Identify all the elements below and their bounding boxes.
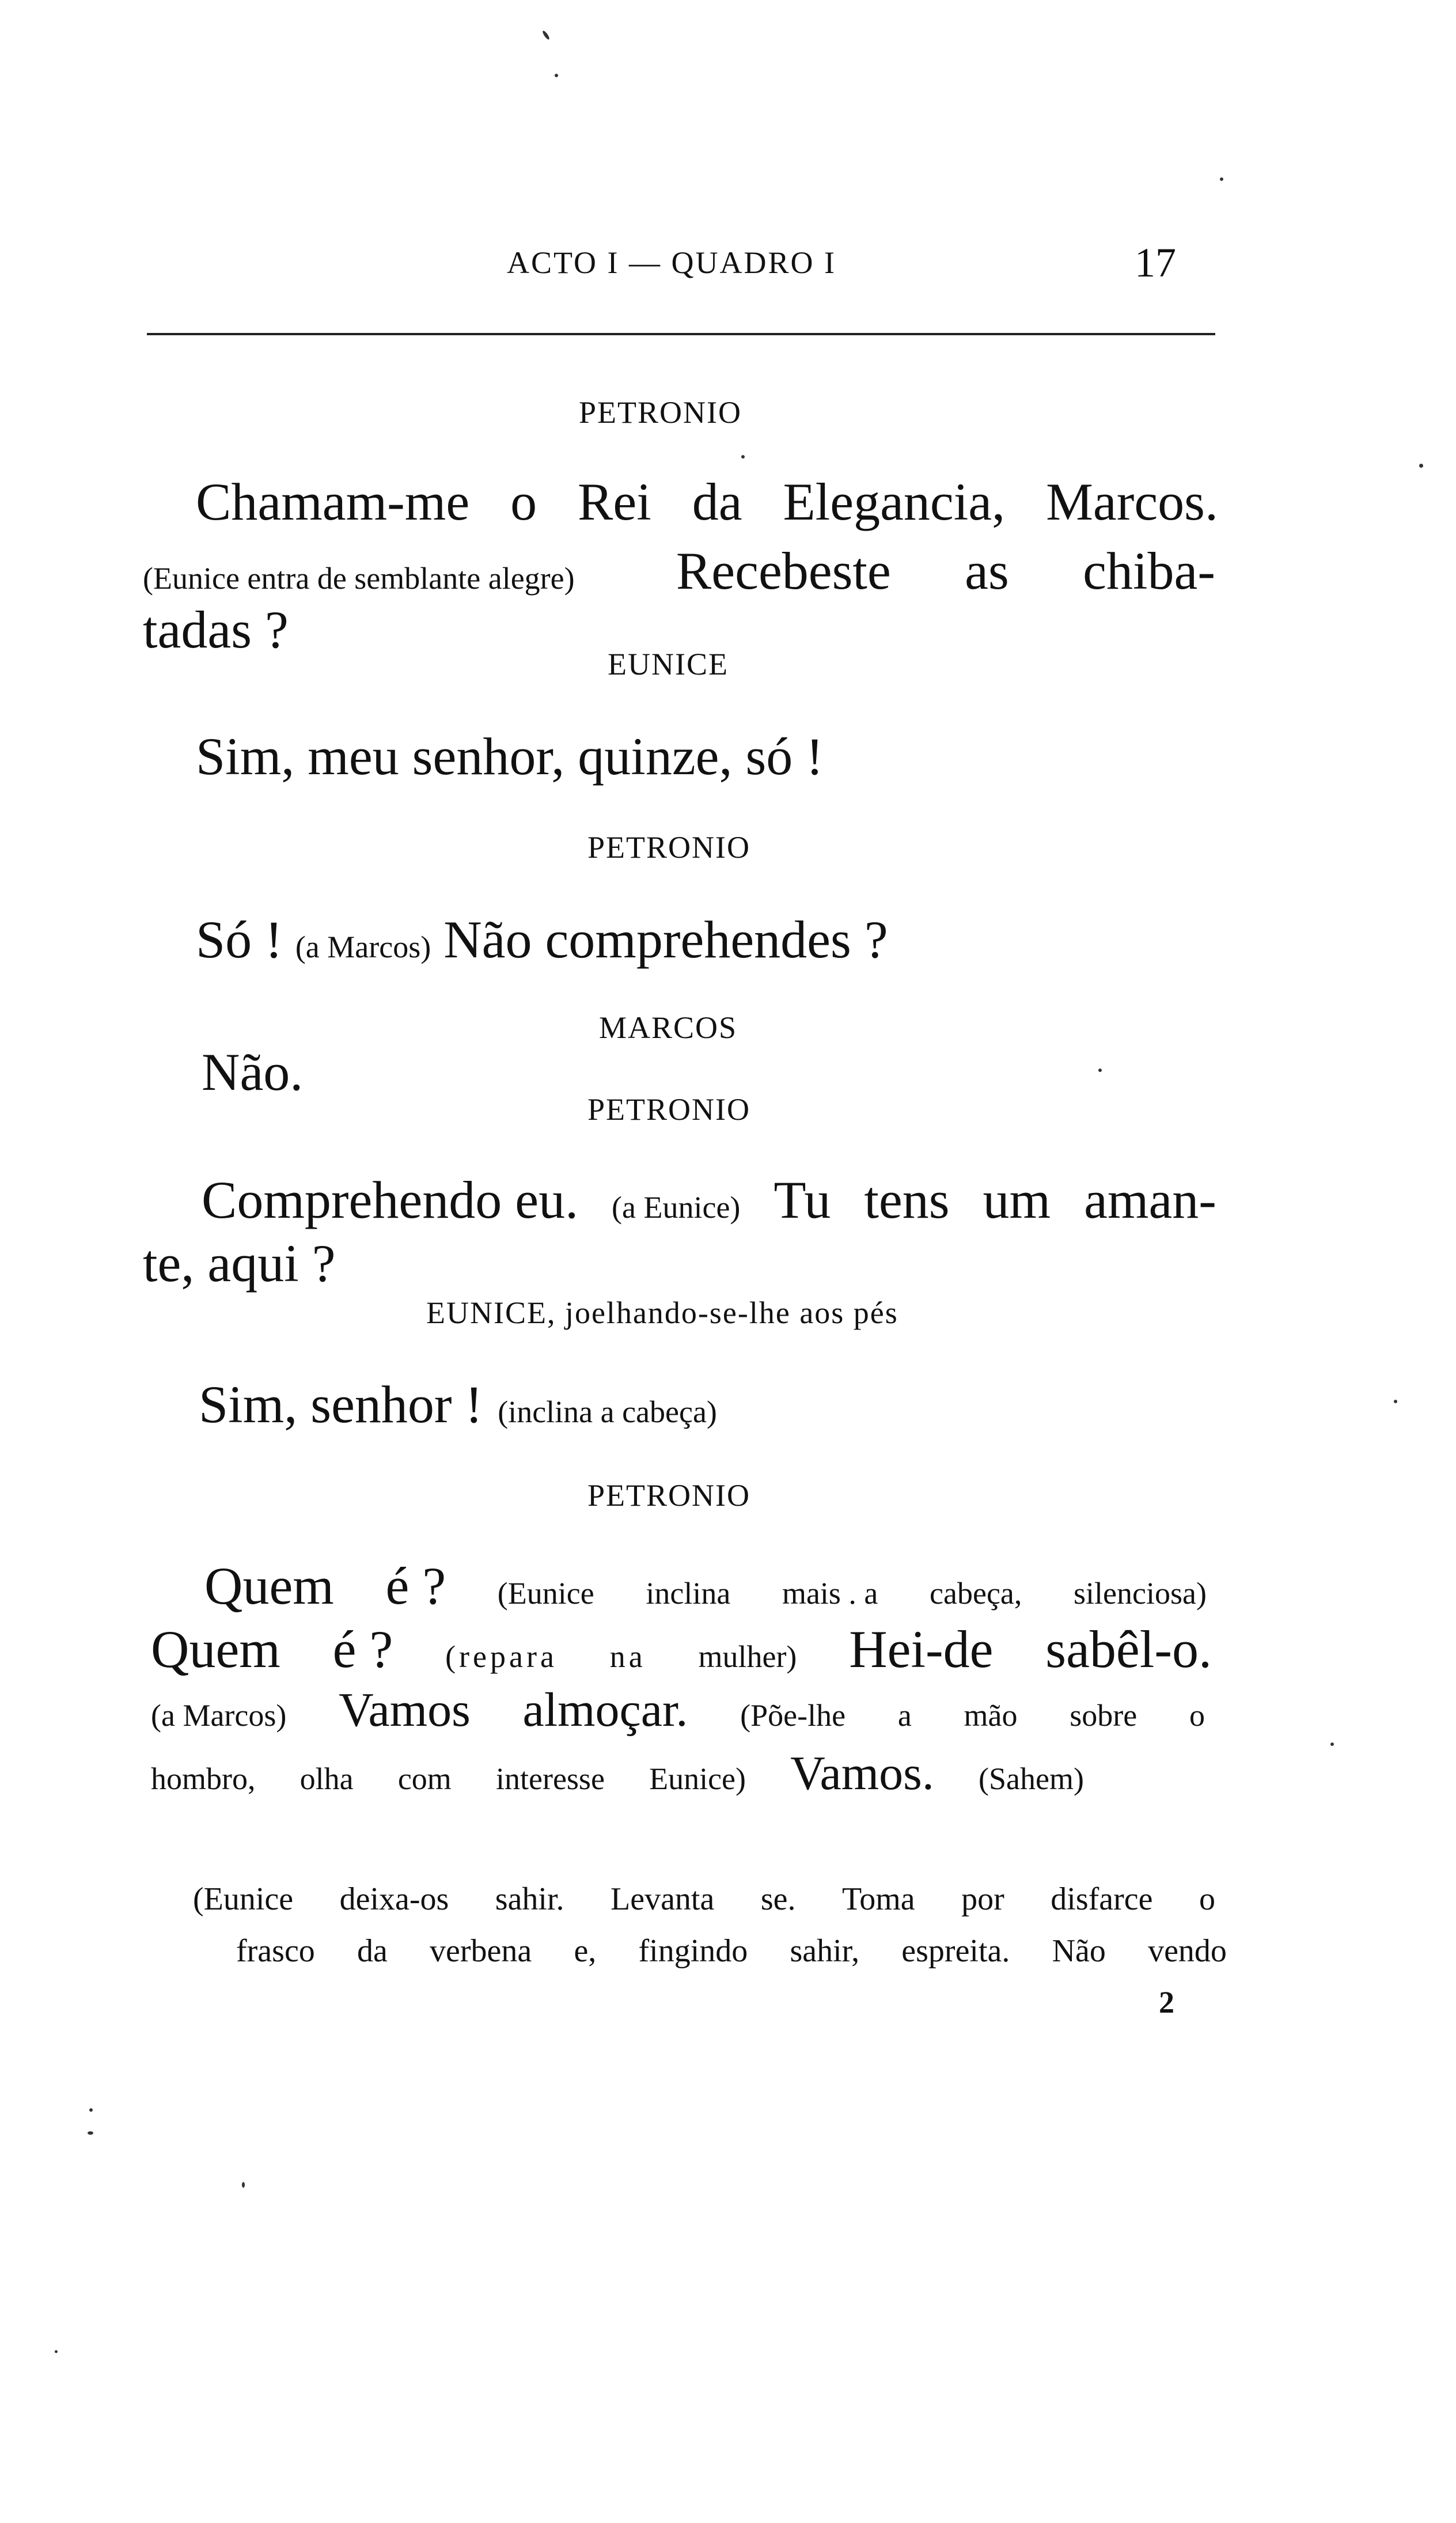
stage-direction: (repara xyxy=(445,1639,558,1674)
stage-direction: interesse xyxy=(495,1761,605,1796)
stage-direction: (Sahem) xyxy=(979,1761,1084,1796)
stage-direction: olha xyxy=(299,1761,354,1796)
word: disfarce xyxy=(1051,1881,1153,1917)
stage-direction: (inclina a cabeça) xyxy=(498,1395,717,1429)
dialogue-line xyxy=(196,909,888,970)
word: Marcos. xyxy=(1046,472,1218,531)
dialogue-line xyxy=(204,1555,1207,1616)
word: espreita. xyxy=(901,1933,1010,1969)
stage-direction: a xyxy=(897,1698,912,1733)
word: Rei xyxy=(578,472,651,531)
stage-direction: na xyxy=(609,1639,646,1674)
word: Levanta xyxy=(611,1881,715,1917)
stage-direction: (a Eunice) xyxy=(612,1190,741,1225)
word: Vamos xyxy=(339,1683,471,1737)
scan-speck xyxy=(1330,1742,1334,1746)
word: Tu xyxy=(774,1170,831,1229)
signature-mark: 2 xyxy=(1159,1985,1174,2020)
speaker-name: EUNICE xyxy=(608,647,729,681)
dialogue-line: tadas ? xyxy=(143,600,289,659)
stage-direction: inclina xyxy=(646,1576,731,1611)
stage-direction: sobre xyxy=(1070,1698,1138,1733)
word: Não xyxy=(1052,1933,1106,1969)
running-header: ACTO I — QUADRO I xyxy=(507,245,836,280)
scan-speck xyxy=(541,30,550,40)
stage-paragraph-line xyxy=(193,1881,1215,1918)
speaker-name: PETRONIO xyxy=(587,1478,750,1513)
scan-speck xyxy=(242,2182,245,2188)
stage-paragraph-line xyxy=(236,1933,1227,1969)
scan-speck xyxy=(1394,1400,1397,1403)
word: Hei-de xyxy=(849,1620,994,1679)
dialogue-line xyxy=(151,1745,1084,1801)
word: se. xyxy=(760,1881,796,1917)
speaker-name: PETRONIO xyxy=(579,395,742,430)
word: tens xyxy=(864,1170,950,1229)
scan-speck xyxy=(1098,1069,1102,1072)
speaker-name: EUNICE, joelhando-se-lhe aos pés xyxy=(426,1295,898,1330)
word: frasco xyxy=(236,1933,315,1969)
header-rule xyxy=(147,333,1215,335)
word: o xyxy=(510,472,537,531)
stage-direction: (Põe-lhe xyxy=(740,1698,846,1733)
speaker-name: PETRONIO xyxy=(587,1092,750,1127)
scan-speck xyxy=(55,2350,58,2353)
word: fingindo xyxy=(638,1933,748,1969)
scan-speck xyxy=(1220,177,1223,181)
word: um xyxy=(983,1170,1051,1229)
scan-speck xyxy=(88,2131,93,2135)
stage-direction: (Eunice xyxy=(497,1576,594,1611)
dialogue-line: Não. xyxy=(202,1043,304,1101)
word: por xyxy=(961,1881,1004,1917)
stage-direction: o xyxy=(1189,1698,1205,1733)
word: é ? xyxy=(385,1556,446,1615)
word: Não comprehendes ? xyxy=(443,910,888,969)
stage-direction: hombro, xyxy=(151,1761,256,1796)
dialogue-line: Sim, meu senhor, quinze, só ! xyxy=(196,727,824,786)
scan-speck xyxy=(555,74,558,77)
stage-direction: mais . a xyxy=(782,1576,878,1611)
stage-direction: mão xyxy=(964,1698,1018,1733)
word: da xyxy=(692,472,742,531)
word: vendo xyxy=(1148,1933,1227,1969)
word: Quem xyxy=(204,1556,334,1615)
scan-speck xyxy=(89,2108,93,2112)
stage-direction: cabeça, xyxy=(930,1576,1022,1611)
word: é ? xyxy=(332,1620,393,1679)
word: sahir. xyxy=(495,1881,564,1917)
word: almoçar. xyxy=(522,1683,688,1737)
dialogue-line xyxy=(151,1619,1212,1680)
word: Só ! xyxy=(196,910,283,969)
speaker-name: PETRONIO xyxy=(587,830,750,865)
scan-speck xyxy=(1419,464,1423,468)
word: chiba- xyxy=(1083,541,1215,600)
stage-direction: (Eunice entra de semblante alegre) xyxy=(143,561,575,596)
word: o xyxy=(1199,1881,1215,1917)
word: verbena xyxy=(430,1933,532,1969)
dialogue-line xyxy=(202,1169,1216,1230)
word: sabêl-o. xyxy=(1045,1620,1212,1679)
page-number: 17 xyxy=(1135,240,1176,286)
dialogue-line xyxy=(196,471,1218,532)
word: Elegancia, xyxy=(783,472,1006,531)
dialogue-line xyxy=(151,1682,1205,1738)
word: da xyxy=(357,1933,388,1969)
word: e, xyxy=(574,1933,597,1969)
stage-direction: silenciosa) xyxy=(1074,1576,1207,1611)
word: Recebeste xyxy=(676,541,891,600)
dialogue-line xyxy=(199,1374,717,1435)
word: Comprehendo eu. xyxy=(202,1170,579,1229)
stage-direction: mulher) xyxy=(698,1639,797,1674)
stage-direction: com xyxy=(397,1761,452,1796)
word: Sim, senhor ! xyxy=(199,1375,483,1434)
dialogue-line: te, aqui ? xyxy=(143,1234,336,1293)
word: Toma xyxy=(841,1881,915,1917)
word: Vamos. xyxy=(790,1747,934,1800)
stage-direction: (a Marcos) xyxy=(151,1698,287,1733)
word: as xyxy=(965,541,1009,600)
stage-direction: (a Marcos) xyxy=(295,930,431,964)
word: deixa-os xyxy=(339,1881,449,1917)
word: (Eunice xyxy=(193,1881,294,1917)
speaker-name: MARCOS xyxy=(599,1010,738,1045)
scan-speck xyxy=(741,455,745,459)
word: aman- xyxy=(1084,1170,1216,1229)
word: sahir, xyxy=(790,1933,860,1969)
word: Quem xyxy=(151,1620,280,1679)
dialogue-line xyxy=(143,540,1215,601)
stage-direction: Eunice) xyxy=(649,1761,746,1796)
word: Chamam-me xyxy=(196,472,470,531)
